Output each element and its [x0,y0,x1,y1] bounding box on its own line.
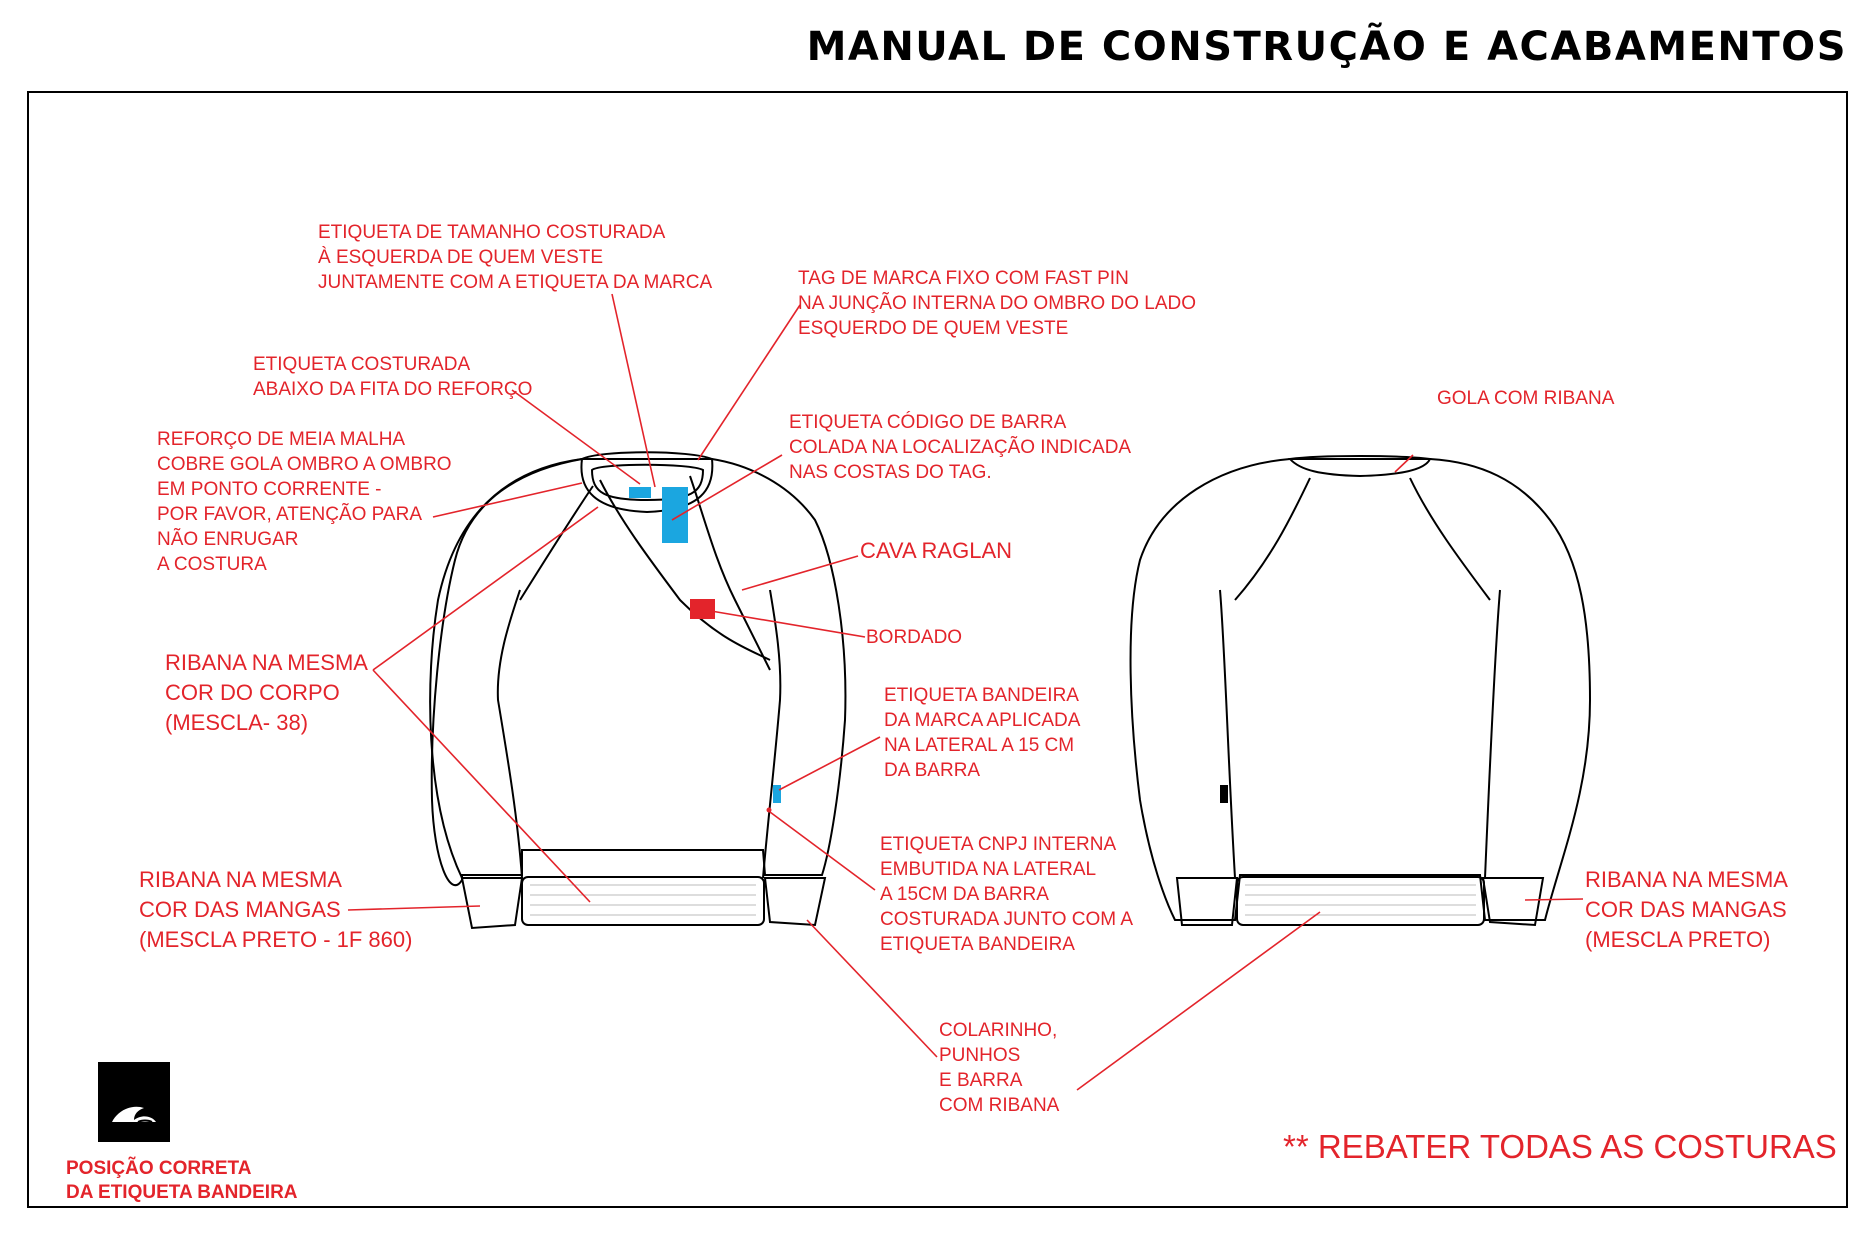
front-hem-band [522,877,764,925]
embroidery-annotation: BORDADO [866,627,963,648]
page-title: MANUAL DE CONSTRUÇÃO E ACABAMENTOS [806,24,1847,70]
front-left-cuff [462,878,522,928]
back-body-outline [1131,459,1590,920]
sewn-label-annotation: ETIQUETA COSTURADA ABAIXO DA FITA DO REFORÇO [253,354,533,400]
front-right-cuff [765,878,825,925]
raglan-annotation: CAVA RAGLAN [860,538,1013,563]
ribana-sleeves-back-annotation: RIBANA NA MESMA COR DAS MANGAS (MESCLA PRETO) [1585,867,1788,952]
back-left-cuff [1177,878,1237,925]
back-flag-label [1220,785,1228,803]
embroidery-patch [690,599,715,619]
back-sweatshirt [1131,456,1590,925]
brand-logo [98,1062,170,1142]
back-hem-band [1237,877,1484,925]
cnpj-label-annotation: ETIQUETA CNPJ INTERNA EMBUTIDA NA LATERAL A 15CM DA BARRA COSTURADA JUNTO COM A ETIQUETA BANDEIRA [880,834,1134,955]
flag-label-annotation: ETIQUETA BANDEIRA DA MARCA APLICADA NA LATERAL A 15 CM DA BARRA [884,685,1081,781]
flag-label-patch [773,785,781,803]
ribana-sleeves-front-annotation: RIBANA NA MESMA COR DAS MANGAS (MESCLA PRETO - 1F 860) [139,867,413,952]
brand-tag-annotation: TAG DE MARCA FIXO COM FAST PIN NA JUNÇÃO INTERNA DO OMBRO DO LADO ESQUERDO DE QUEM VESTE [798,268,1196,339]
ribana-body-annotation: RIBANA NA MESMA COR DO CORPO (MESCLA- 38) [165,650,368,735]
seams-note: ** REBATER TODAS AS COSTURAS [1283,1128,1837,1165]
size-label-patch [629,487,651,498]
wave-logo-icon [98,1062,170,1142]
collar-cuffs-annotation: COLARINHO, PUNHOS E BARRA COM RIBANA [939,1020,1060,1116]
front-sweatshirt [430,452,845,928]
reinforcement-annotation: REFORÇO DE MEIA MALHA COBRE GOLA OMBRO A OMBRO EM PONTO CORRENTE - POR FAVOR, ATENÇÃO PARA NÃO ENRUGAR A COSTURA [157,429,452,575]
brand-tag-patch [662,487,688,543]
size-label-annotation: ETIQUETA DE TAMANHO COSTURADA À ESQUERDA DE QUEM VESTE JUNTAMENTE COM A ETIQUETA DA MARCA [318,222,713,293]
back-collar-annotation: GOLA COM RIBANA [1437,388,1615,409]
logo-caption: POSIÇÃO CORRETA DA ETIQUETA BANDEIRA [66,1158,298,1203]
barcode-annotation: ETIQUETA CÓDIGO DE BARRA COLADA NA LOCALIZAÇÃO INDICADA NAS COSTAS DO TAG. [789,412,1132,483]
back-right-cuff [1483,878,1543,925]
